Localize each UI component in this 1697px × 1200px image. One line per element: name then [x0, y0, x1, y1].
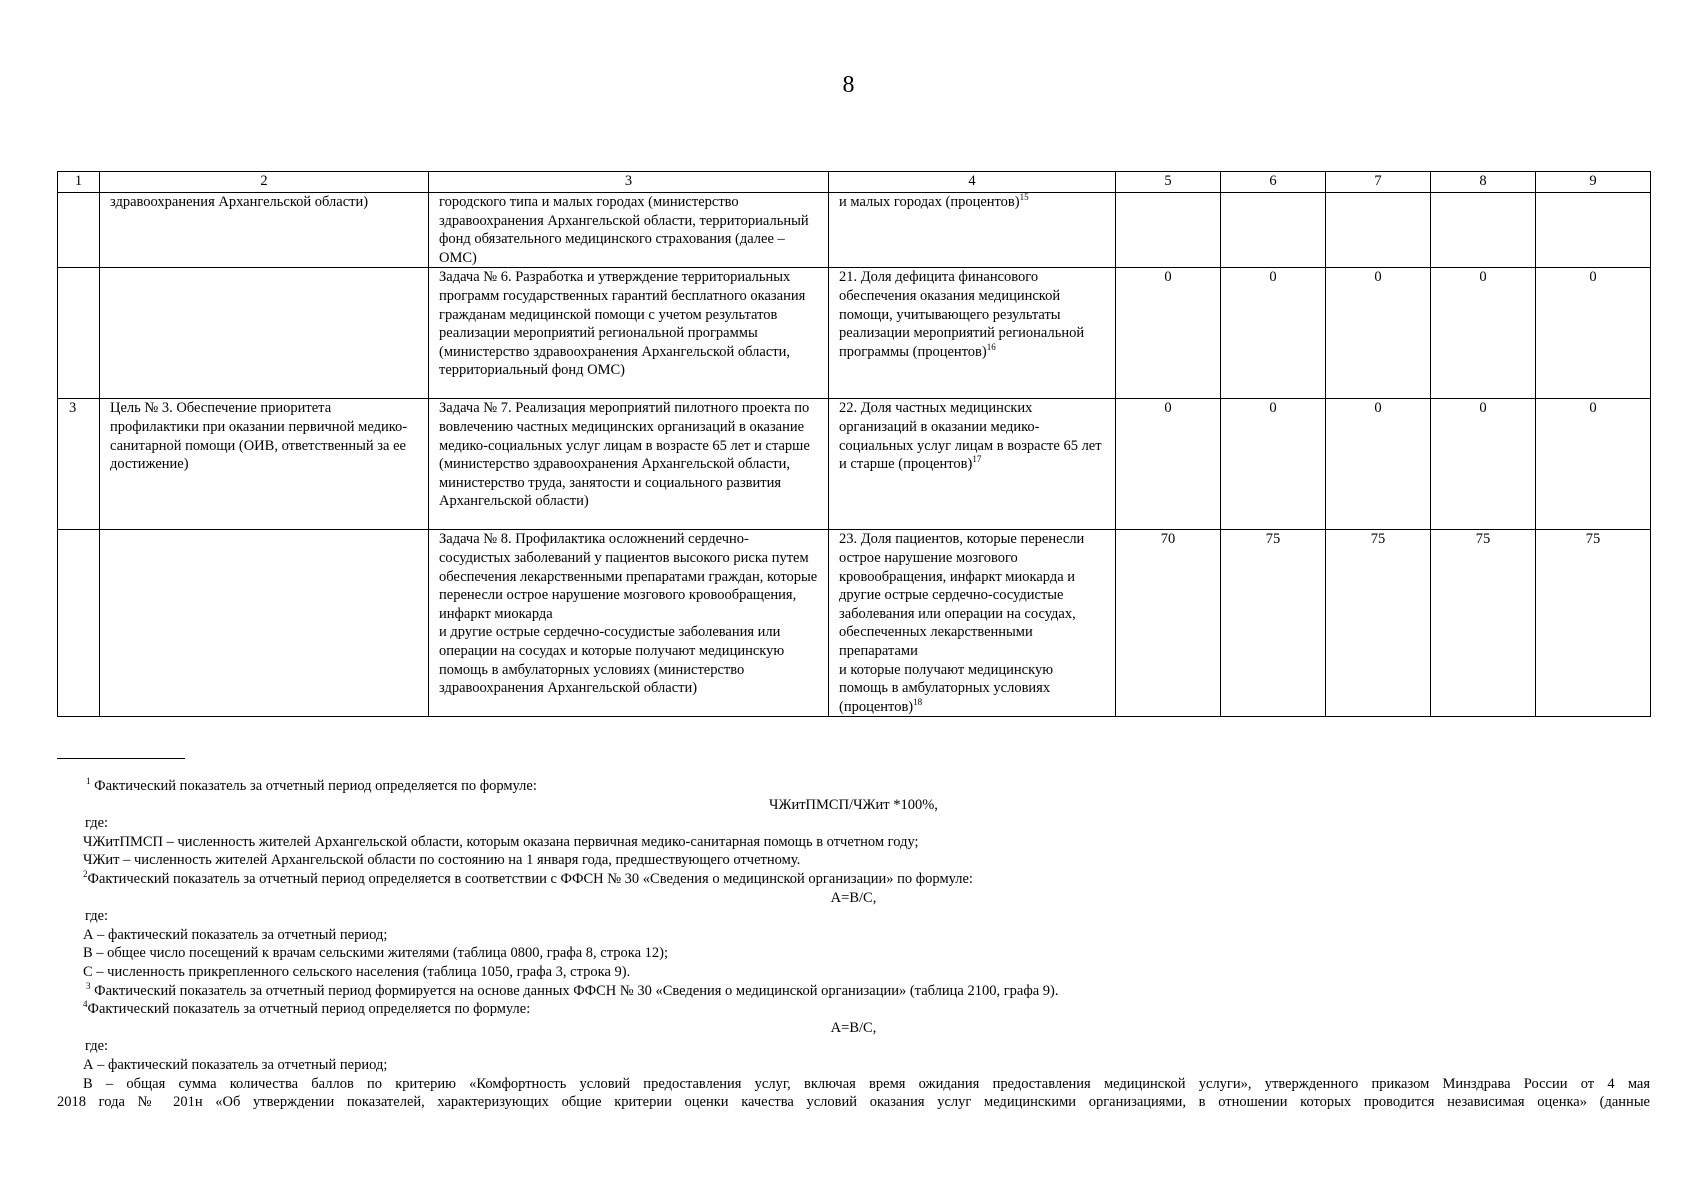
- definition-line: А – фактический показатель за отчетный период;: [83, 1056, 388, 1073]
- goal-cell: здравоохранения Архангельской области): [100, 193, 429, 268]
- where-label: где:: [85, 908, 109, 925]
- value-cell: 75: [1221, 530, 1326, 717]
- footnote-text: Фактический показатель за отчетный период формируется на основе данных ФФСН № 30 «Сведения о медицинской организации» (таблица 2100, графа 9).: [90, 982, 1059, 999]
- row-number-cell: [58, 530, 100, 717]
- value-cell: 75: [1536, 530, 1651, 717]
- indicator-cell: [829, 193, 1116, 268]
- header-cell: 2: [100, 172, 429, 193]
- value-cell: 0: [1221, 399, 1326, 530]
- definition-line: В – общее число посещений к врачам сельскими жителями (таблица 0800, графа 8, строка 12);: [83, 945, 668, 962]
- footnote-text: Фактический показатель за отчетный период определяется по формуле:: [87, 1001, 531, 1018]
- footnote-1: [57, 777, 1650, 796]
- value-cell: 0: [1116, 399, 1221, 530]
- page-number: 8: [842, 72, 855, 98]
- header-cell: 1: [58, 172, 100, 193]
- where-label: где:: [85, 1038, 109, 1055]
- value-cell: 0: [1536, 268, 1651, 399]
- goal-cell: Цель № 3. Обеспечение приоритета профилактики при оказании первичной медико-санитарной помощи (ОИВ, ответственный за ее достижение): [100, 399, 429, 530]
- header-cell: 5: [1116, 172, 1221, 193]
- formula: ЧЖитПМСП/ЧЖит *100%,: [769, 796, 938, 813]
- definition-line: А – фактический показатель за отчетный период;: [83, 926, 388, 943]
- task-cell: городского типа и малых городах (министерство здравоохранения Архангельской области, территориальный фонд обязательного медицинского страхования (далее – ОМС): [429, 193, 829, 268]
- footnote-ref: 18: [913, 696, 923, 707]
- value-cell: [1221, 193, 1326, 268]
- row-number-cell: 3: [58, 399, 100, 530]
- value-cell: 0: [1431, 399, 1536, 530]
- table-header-row: [58, 172, 1651, 193]
- value-cell: 75: [1431, 530, 1536, 717]
- value-cell: 0: [1326, 399, 1431, 530]
- definition-line: 2018 года № 201н «Об утверждении показателей, характеризующих общие критерии оценки качества условий оказания услуг медицинскими организациями, в отношении которых проводится независимая оценка» (данные: [57, 1094, 1650, 1111]
- footnote-ref: 15: [1019, 192, 1029, 203]
- goal-cell: [100, 530, 429, 717]
- value-cell: 0: [1326, 268, 1431, 399]
- footnote-mark: 1: [86, 776, 91, 787]
- footnotes: [57, 777, 1650, 1112]
- table-row: [58, 399, 1651, 530]
- formula: A=B/C,: [830, 889, 877, 906]
- definition-line: ЧЖит – численность жителей Архангельской области по состоянию на 1 января года, предшествующего отчетному.: [83, 852, 801, 869]
- value-cell: 70: [1116, 530, 1221, 717]
- header-cell: 3: [429, 172, 829, 193]
- indicators-table: [57, 171, 1651, 717]
- footnote-separator: [57, 758, 185, 759]
- row-number-cell: [58, 193, 100, 268]
- indicator-text: 21. Доля дефицита финансового обеспечения оказания медицинской помощи, учитывающего результаты реализации мероприятий региональной программы (процентов): [839, 269, 1085, 360]
- footnote-3: [57, 982, 1650, 1001]
- footnote-text: Фактический показатель за отчетный период определяется в соответствии с ФФСН № 30 «Сведения о медицинской организации» по формуле:: [87, 870, 973, 887]
- indicator-text: 23. Доля пациентов, которые перенесли острое нарушение мозгового кровообращения, инфаркт миокарда и другие острые сердечно-сосудистые заболевания или операции на сосудах, обеспеченных лекарственными препаратами и которые получают медицинскую помощь в амбулаторных условиях (процентов): [839, 531, 1085, 715]
- value-cell: 0: [1431, 268, 1536, 399]
- definition-line: ЧЖитПМСП – численность жителей Архангельской области, которым оказана первичная медико-санитарная помощь в отчетном году;: [83, 833, 919, 850]
- header-cell: 6: [1221, 172, 1326, 193]
- value-cell: 0: [1116, 268, 1221, 399]
- footnote-2: [57, 870, 1650, 889]
- footnote-ref: 17: [972, 454, 982, 465]
- where-label: где:: [85, 815, 109, 832]
- footnote-4: [57, 1000, 1650, 1019]
- task-cell: Задача № 8. Профилактика осложнений сердечно-сосудистых заболеваний у пациентов высокого риска путем обеспечения лекарственными препаратами граждан, которые перенесли острое нарушение мозгового кровообращения, инфаркт миокарда и другие острые сердечно-сосудистые заболевания или операции на сосудах и которые получают медицинскую помощь в амбулаторных условиях (министерство здравоохранения Архангельской области): [429, 530, 829, 717]
- table-row: [58, 530, 1651, 717]
- value-cell: 75: [1326, 530, 1431, 717]
- footnote-ref: 16: [986, 341, 996, 352]
- footnote-mark: 3: [86, 980, 91, 991]
- indicator-text: 22. Доля частных медицинских организаций в оказании медико-социальных услуг лицам в возрасте 65 лет и старше (процентов): [839, 400, 1102, 473]
- task-cell: Задача № 7. Реализация мероприятий пилотного проекта по вовлечению частных медицинских организаций в оказание медико-социальных услуг лицам в возрасте 65 лет и старше (министерство здравоохранения Архангельской области, министерство труда, занятости и социального развития Архангельской области): [429, 399, 829, 530]
- table-row: [58, 268, 1651, 399]
- value-cell: 0: [1221, 268, 1326, 399]
- value-cell: [1116, 193, 1221, 268]
- header-cell: 7: [1326, 172, 1431, 193]
- value-cell: [1326, 193, 1431, 268]
- table-row: [58, 193, 1651, 268]
- footnote-mark: 4: [83, 999, 88, 1010]
- formula: A=B/C,: [830, 1019, 877, 1036]
- header-cell: 4: [829, 172, 1116, 193]
- task-cell: Задача № 6. Разработка и утверждение территориальных программ государственных гарантий бесплатного оказания гражданам медицинской помощи с учетом результатов реализации мероприятий региональной программы (министерство здравоохранения Архангельской области, территориальный фонд ОМС): [429, 268, 829, 399]
- indicator-cell: [829, 268, 1116, 399]
- footnote-mark: 2: [83, 869, 88, 880]
- indicator-text: и малых городах (процентов): [839, 194, 1020, 210]
- indicator-cell: [829, 530, 1116, 717]
- goal-cell: [100, 268, 429, 399]
- definition-line: В – общая сумма количества баллов по критерию «Комфортность условий предоставления услуг, включая время ожидания предоставления медицинской услуги», утвержденного приказом Минздрава России от 4 мая: [83, 1075, 1650, 1092]
- row-number-cell: [58, 268, 100, 399]
- value-cell: [1536, 193, 1651, 268]
- header-cell: 9: [1536, 172, 1651, 193]
- footnote-text: Фактический показатель за отчетный период определяется по формуле:: [90, 778, 537, 794]
- definition-line: С – численность прикрепленного сельского населения (таблица 1050, графа 3, строка 9).: [83, 963, 631, 980]
- value-cell: 0: [1536, 399, 1651, 530]
- value-cell: [1431, 193, 1536, 268]
- header-cell: 8: [1431, 172, 1536, 193]
- indicator-cell: [829, 399, 1116, 530]
